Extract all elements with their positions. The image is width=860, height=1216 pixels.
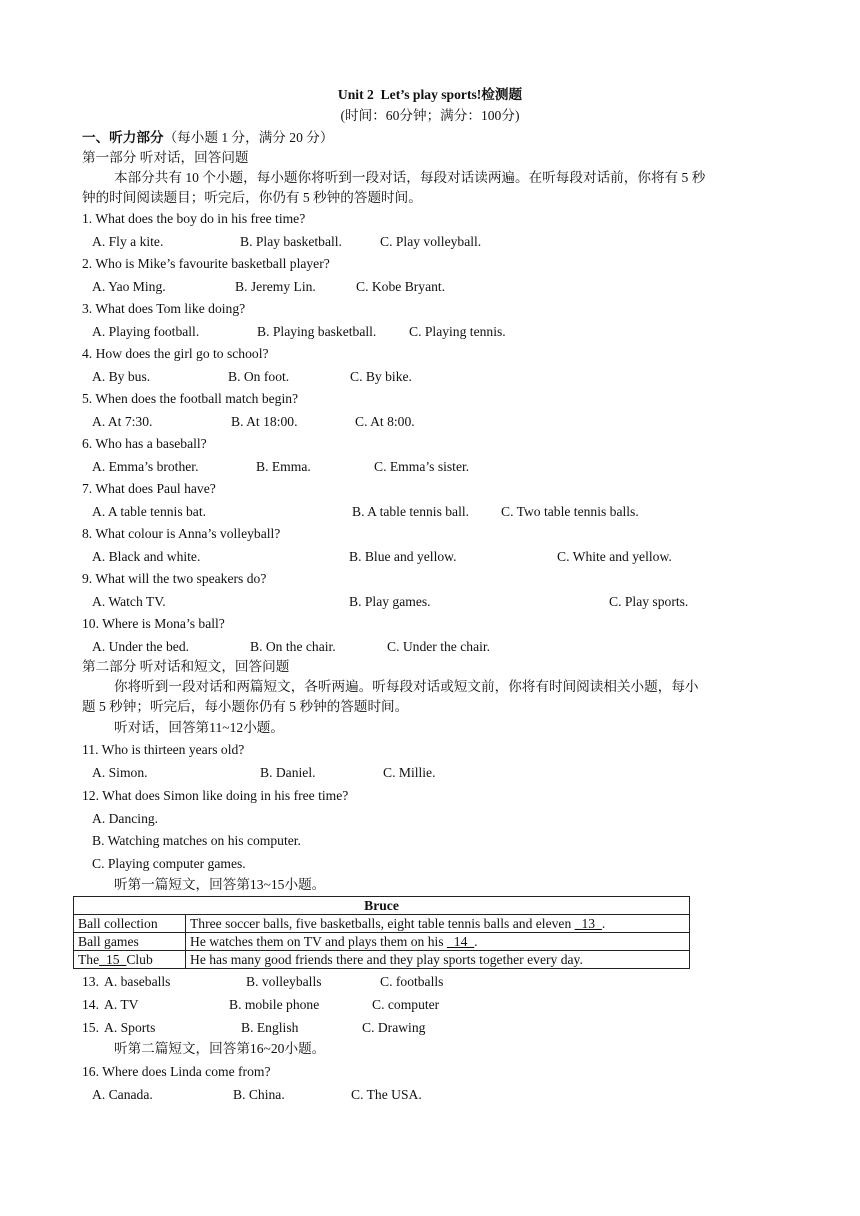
q4-option-b: B. On foot. — [228, 369, 290, 384]
q4-option-a: A. By bus. — [92, 369, 151, 384]
q8-option-b: B. Blue and yellow. — [349, 549, 457, 564]
q13-option-a: A. baseballs — [104, 974, 171, 989]
blank-13: _13_ — [574, 916, 602, 931]
q13-option-b: B. volleyballs — [246, 974, 322, 989]
q14-option-a: A. TV — [104, 997, 139, 1012]
q15-option-b: B. English — [241, 1020, 299, 1035]
blank-14: _14_ — [446, 934, 475, 949]
question-9: 9. What will the two speakers do? — [82, 571, 267, 586]
q9-option-a: A. Watch TV. — [92, 594, 166, 609]
q14-number: 14. — [82, 997, 99, 1012]
q3-option-a: A. Playing football. — [92, 324, 200, 339]
section-heading-note: （每小题 1 分，满分 20 分） — [163, 130, 334, 145]
page-title: Unit 2 Let’s play sports!检测题 — [337, 87, 523, 102]
q9-option-c: C. Play sports. — [609, 594, 689, 609]
q16-option-b: B. China. — [233, 1087, 285, 1102]
q7-option-a: A. A table tennis bat. — [92, 504, 207, 519]
row-text: Three soccer balls, five basketballs, eight table tennis balls and eleven — [190, 916, 575, 931]
question-1: 1. What does the boy do in his free time? — [82, 211, 306, 226]
q11-option-b: B. Daniel. — [260, 765, 316, 780]
q11-option-a: A. Simon. — [92, 765, 148, 780]
section-heading-title: 一、听力部分 — [82, 130, 164, 145]
part2-instruction-line-1: 你将听到一段对话和两篇短文，各听两遍。听每段对话或短文前，你将有时间阅读相关小题，每小 — [114, 679, 699, 694]
q5-option-c: C. At 8:00. — [355, 414, 415, 429]
question-10: 10. Where is Mona’s ball? — [82, 616, 225, 631]
q10-option-b: B. On the chair. — [250, 639, 336, 654]
q10-option-c: C. Under the chair. — [387, 639, 491, 654]
q2-option-a: A. Yao Ming. — [92, 279, 166, 294]
blank-15: _15_ — [99, 952, 127, 967]
page-subtitle: (时间：60分钟；满分：100分) — [340, 108, 520, 123]
table-header: Bruce — [74, 897, 690, 915]
passage1-note: 听第一篇短文，回答第13~15小题。 — [114, 877, 326, 892]
table-row — [74, 915, 690, 933]
q13-number: 13. — [82, 974, 99, 989]
q15-option-a: A. Sports — [104, 1020, 156, 1035]
q10-option-a: A. Under the bed. — [92, 639, 190, 654]
row-text-end: . — [474, 934, 478, 949]
table-row — [74, 933, 690, 951]
q15-number: 15. — [82, 1020, 99, 1035]
section-heading — [82, 129, 333, 146]
q6-option-c: C. Emma’s sister. — [374, 459, 470, 474]
q3-option-b: B. Playing basketball. — [257, 324, 377, 339]
question-11: 11. Who is thirteen years old? — [82, 742, 245, 757]
q2-option-b: B. Jeremy Lin. — [235, 279, 316, 294]
row-text: He has many good friends there and they play sports together every day. — [190, 952, 583, 967]
row-text-end: . — [601, 916, 606, 931]
dialog-note: 听对话，回答第11~12小题。 — [114, 720, 284, 735]
q14-option-b: B. mobile phone — [229, 997, 320, 1012]
table-row-content — [186, 915, 690, 933]
q1-option-c: C. Play volleyball. — [380, 234, 482, 249]
label-text-end: Club — [126, 952, 153, 967]
q8-option-a: A. Black and white. — [92, 549, 201, 564]
q1-option-a: A. Fly a kite. — [92, 234, 164, 249]
passage2-note: 听第二篇短文，回答第16~20小题。 — [114, 1041, 326, 1056]
question-6: 6. Who has a baseball? — [82, 436, 207, 451]
q5-option-a: A. At 7:30. — [92, 414, 153, 429]
q14-option-c: C. computer — [372, 997, 440, 1012]
q16-option-c: C. The USA. — [351, 1087, 422, 1102]
part1-instruction-line-2: 钟的时间阅读题目；听完后，你仍有 5 秒钟的答题时间。 — [82, 190, 422, 205]
q3-option-c: C. Playing tennis. — [409, 324, 506, 339]
question-2: 2. Who is Mike’s favourite basketball player? — [82, 256, 330, 271]
q7-option-c: C. Two table tennis balls. — [501, 504, 639, 519]
part1-title: 第一部分 听对话，回答问题 — [82, 150, 249, 165]
table-row-label: Ball games — [74, 933, 186, 951]
q16-option-a: A. Canada. — [92, 1087, 153, 1102]
part2-instruction-line-2: 题 5 秒钟；听完后，每小题你仍有 5 秒钟的答题时间。 — [82, 699, 409, 714]
table-header-row — [74, 897, 690, 915]
table-row — [74, 951, 690, 969]
q5-option-b: B. At 18:00. — [231, 414, 298, 429]
q6-option-b: B. Emma. — [256, 459, 311, 474]
question-16: 16. Where does Linda come from? — [82, 1064, 271, 1079]
bruce-table — [73, 896, 690, 969]
q15-option-c: C. Drawing — [362, 1020, 426, 1035]
q12-option-c: C. Playing computer games. — [92, 856, 246, 871]
q11-option-c: C. Millie. — [383, 765, 436, 780]
q9-option-b: B. Play games. — [349, 594, 431, 609]
question-12: 12. What does Simon like doing in his free time? — [82, 788, 349, 803]
q2-option-c: C. Kobe Bryant. — [356, 279, 446, 294]
q7-option-b: B. A table tennis ball. — [352, 504, 470, 519]
q1-option-b: B. Play basketball. — [240, 234, 342, 249]
part2-title: 第二部分 听对话和短文，回答问题 — [82, 659, 290, 674]
q12-option-a: A. Dancing. — [92, 811, 159, 826]
q4-option-c: C. By bike. — [350, 369, 412, 384]
part1-instruction-line-1: 本部分共有 10 个小题，每小题你将听到一段对话，每段对话读两遍。在听每段对话前，你将有 5 秒 — [114, 170, 706, 185]
q13-option-c: C. footballs — [380, 974, 444, 989]
question-5: 5. When does the football match begin? — [82, 391, 299, 406]
q6-option-a: A. Emma’s brother. — [92, 459, 199, 474]
q12-option-b: B. Watching matches on his computer. — [92, 833, 301, 848]
question-8: 8. What colour is Anna’s volleyball? — [82, 526, 281, 541]
table-row-label — [74, 951, 186, 969]
question-3: 3. What does Tom like doing? — [82, 301, 246, 316]
question-4: 4. How does the girl go to school? — [82, 346, 269, 361]
question-7: 7. What does Paul have? — [82, 481, 216, 496]
table-row-content — [186, 933, 690, 951]
table-row-content — [186, 951, 690, 969]
table-row-label: Ball collection — [74, 915, 186, 933]
q8-option-c: C. White and yellow. — [557, 549, 672, 564]
row-text: He watches them on TV and plays them on his — [190, 934, 447, 949]
label-text: The — [78, 952, 100, 967]
